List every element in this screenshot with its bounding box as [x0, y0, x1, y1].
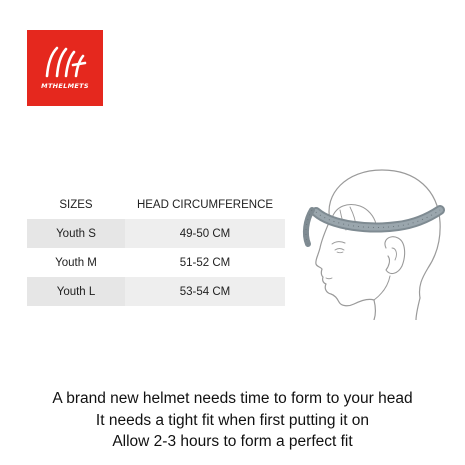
table-row: [27, 248, 285, 277]
table-row: [27, 219, 285, 248]
brand-name: MTHELMETS: [41, 82, 89, 90]
fitting-instructions: [0, 388, 465, 453]
circumference-cell: 53-54 CM: [125, 277, 285, 306]
brand-logo: [27, 30, 103, 106]
circumference-cell: 51-52 CM: [125, 248, 285, 277]
mt-logo-icon: [27, 30, 103, 106]
column-header-sizes: SIZES: [59, 198, 93, 211]
caption-line: A brand new helmet needs time to form to your head: [52, 390, 413, 407]
size-cell: Youth M: [27, 248, 125, 277]
size-chart-table: [27, 190, 285, 306]
column-header-head-circumference: HEAD CIRCUMFERENCE: [136, 198, 274, 211]
caption-line: It needs a tight fit when first putting it on: [95, 411, 370, 429]
caption-line: Allow 2-3 hours to form a perfect fit: [112, 433, 353, 450]
table-header-row: [27, 190, 285, 219]
head-measurement-icon: [290, 160, 450, 320]
table-row: [27, 277, 285, 306]
circumference-cell: 49-50 CM: [125, 219, 285, 248]
size-cell: Youth L: [27, 277, 125, 306]
size-cell: Youth S: [27, 219, 125, 248]
